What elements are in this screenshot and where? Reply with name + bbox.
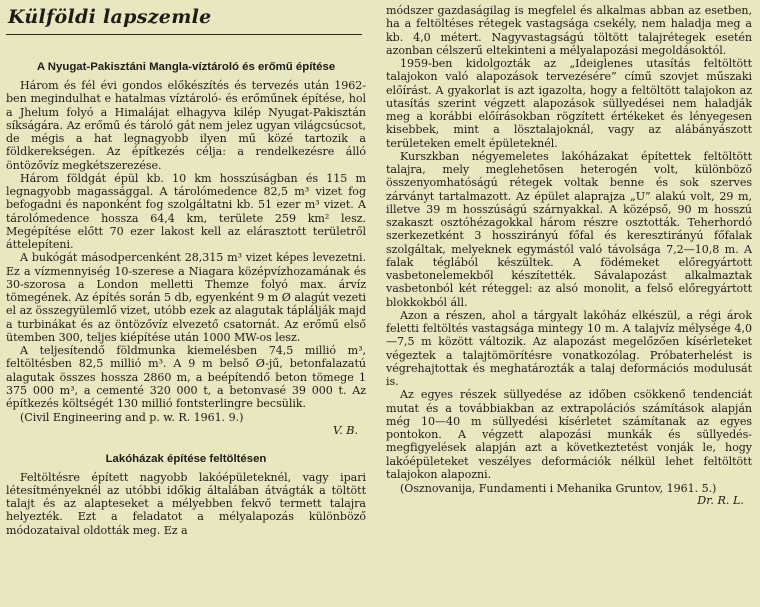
article1-title: A Nyugat-Pakisztáni Mangla-víztároló és erőmű építése — [36, 61, 336, 73]
article2-paragraph: 1959-ben kidolgozták az „Ideiglenes utasítás feltöltött talajokon való alapozások tervezésére” című szovjet műszaki előírást. A gyakorlat is azt igazolta, hogy a feltöltött talajokon az utasítás szerint végzett alapozások süllyedései nem haladják meg a korábbi előírásokban rögzített értékeket és lényegesen kisebbek, mint a lösztalajoknál, vagy az alábányászott területeken emelt épületeknél. — [386, 57, 752, 150]
article1-source: (Civil Engineering and p. w. R. 1961. 9.) — [20, 411, 244, 425]
article2-title: Lakóházak építése feltöltésen — [105, 452, 267, 465]
article2-paragraph: Az egyes részek süllyedése az időben csökkenő tendenciát mutat és a továbbiakban az extrapolációs számítások alapján még 10—40 m süllyedési kísérletet számítanak az egyes pontokon. A végzett alapozási munkák és süllyedés-megfigyelések alapján azt a következtetést vonják le, hogy lakóépületeket veszélyes deformációk nélkül lehet feltöltött talajokon alapozni. — [386, 388, 752, 481]
article1-paragraph: Három és fél évi gondos előkészítés és tervezés után 1962-ben megindulhat e hatalmas víztároló- és erőműnek építése, hol a Jhelum folyó a Himalájat elhagyva kilép Nyugat-Pakisztán síkságára. Az erőmű és tároló gát nem jelez ugyan világcsúcsot, de mégis a hat legnagyobb ilyen mű közé tartozik a földkerekségen. Az építkezés célja: a rendelkezésre álló öntözővíz megkétszerezése. — [6, 79, 366, 172]
article2-paragraph-continued: módszer gazdaságilag is megfelel és alkalmas abban az esetben, ha a feltöltéses rétegek vastagsága csekély, nem haladja meg a kb. 4,0 métert. Nagyvastagságú töltött talajrétegek esetén azonban célszerű eltekinteni a mélyalapozási megoldásoktól. — [386, 4, 752, 57]
article2-paragraph: Azon a részen, ahol a tárgyalt lakóház elkészül, a régi árok feletti feltöltés vastagsága mintegy 10 m. A talajvíz mélysége 4,0—7,5 m között változik. Az alapozást megelőzően kísérleteket végeztek a talajtömörítésre vonatkozólag. Próbaterhelést is végrehajtottak és meghatározták a talaj deformációs modulusát is. — [386, 308, 752, 388]
article2-paragraph: Kurszkban négyemeletes lakóházakat építettek feltöltött talajra, mely meglehetősen heterogén volt, különböző összenyomhatóságú rétegek voltak benne és sok szerves zárványt tartalmazott. Az épület alaprajza „U” alakú volt, 29 m, illetve 39 m hosszúságú szárnyakkal. A középső, 90 m hosszú szakaszt osztóhézagokkal három részre osztották. Teherhordó szerkezetként 3 hosszirányú főfal és keresztirányú főfalak szolgáltak, melyeknek egymástól való távolsága 7,2—10,8 m. A falak téglából készültek. A födémeket előregyártott vasbetonelemekből készítették. Sávalapozást alkalmaztak vasbetonból két réteggel: az alsó monolit, a felső előregyártott blokkokból áll. — [386, 149, 752, 309]
right-column — [386, 4, 752, 507]
article2-signature: Dr. R. L. — [697, 494, 744, 508]
section-masthead: Külföldi lapszemle — [8, 6, 212, 28]
masthead-rule — [6, 34, 362, 35]
article1-paragraph: Három földgát épül kb. 10 km hosszúságban és 115 m legnagyobb magassággal. A tárolómedence 82,5 m³ vizet fog befogadni és naponként fog szolgáltatni kb. 51 ezer m³ vizet. A tárolómedence hossza 64,4 km, területe 259 km² lesz. Megépítése előtt 70 ezer lakost kell az elárasztott területről áttelepíteni. — [6, 171, 366, 251]
article2-paragraph: Feltöltésre épített nagyobb lakóépületeknél, vagy ipari létesítményeknél az utóbbi időkig általában átvágták a töltött talajt és az alapteseket a mélyebben fekvő termett talajra helyezték. Ezt a feladatot a mélyalapozás különböző módozataival oldották meg. Ez a — [6, 470, 366, 537]
article1-signature: V. B. — [332, 423, 358, 437]
article1-paragraph: A bukógát másodpercenként 28,315 m³ vizet képes levezetni. Ez a vízmennyiség 10-szerese a Niagara középvízhozamának és 30-szorosa a London melletti Themze folyó max. árvíz tömegének. Az építés során 5 db, egyenként 9 m Ø alagút vezeti el az összegyülemlő vizet, utóbb ezek az alagutak táplálják majd a turbinákat és az öntözővíz elvezető csatornát. Az erőmű első ütemben 300, teljes kiépítése után 1000 MW-os lesz. — [6, 251, 366, 344]
left-column — [6, 0, 366, 537]
article2-source: (Osznovanija, Fundamenti i Mehanika Gruntov, 1961. 5.) — [400, 482, 717, 495]
article1-paragraph: A teljesítendő földmunka kiemelésben 74,5 millió m³, feltöltésben 82,5 millió m³. A 9 m belső Ø-jű, betonfalazatú alagutak összes hossza 2860 m, a beépítendő beton tömege 1 375 000 m³, a cementé 320 000 t, a betonvasé 39 000 t. Az építkezés költségét 130 millió fontsterlingre becsülik. — [6, 344, 366, 410]
